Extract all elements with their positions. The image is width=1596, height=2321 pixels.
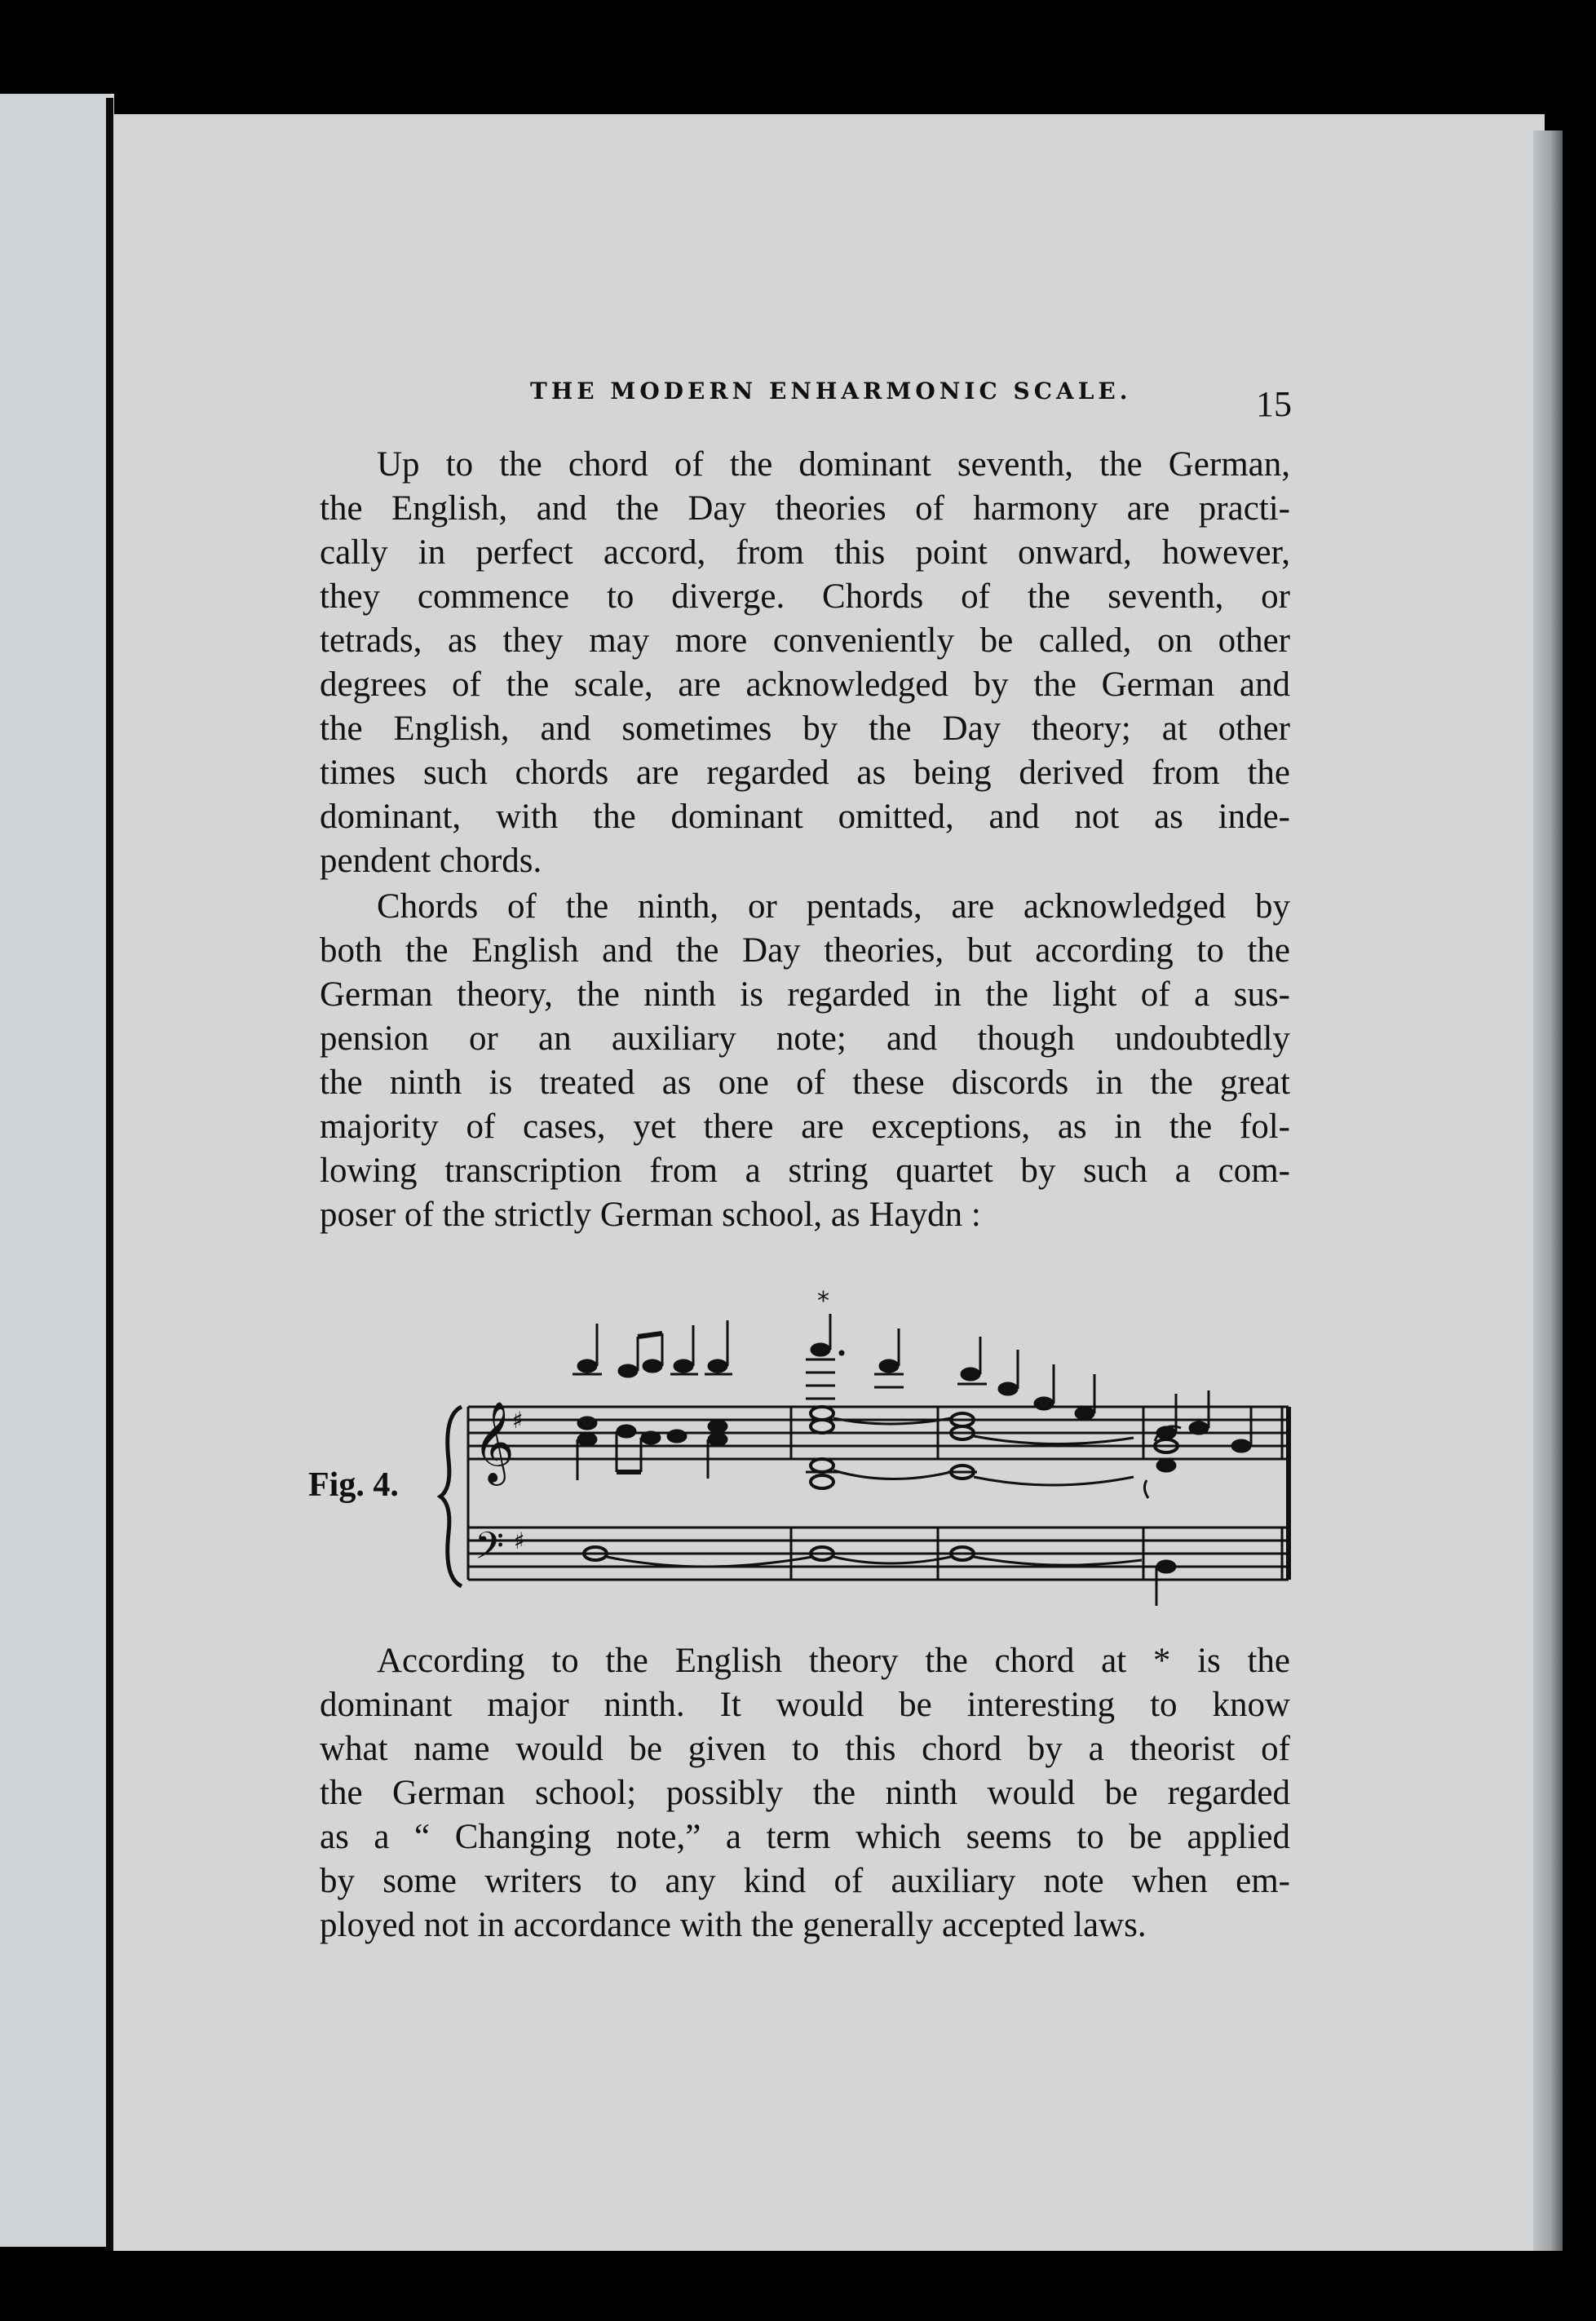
text-line: by some writers to any kind of auxiliary note when em- [320, 1862, 1290, 1900]
bass-clef-icon: 𝄢 [475, 1524, 505, 1577]
measure-1-notes [573, 1320, 732, 1480]
music-notation-figure [432, 1284, 1297, 1611]
text-line: According to the English theory the chord at * is the [377, 1642, 1290, 1680]
text-line: as a “ Changing note,” a term which seems to be applied [320, 1818, 1290, 1856]
text-line: they commence to diverge. Chords of the seventh, or [320, 577, 1290, 616]
text-line: the German school; possibly the ninth would be regarded [320, 1774, 1290, 1812]
text-line: the English, and the Day theories of harmony are practi- [320, 489, 1290, 528]
page-number: 15 [1256, 384, 1292, 424]
text-line: the English, and sometimes by the Day theory; at other [320, 710, 1290, 748]
text-line: lowing transcription from a string quartet by such a com- [320, 1152, 1290, 1190]
measure-2-notes [806, 1314, 951, 1488]
figure-label: Fig. 4. [308, 1466, 399, 1504]
paragraph-3 [320, 1639, 1290, 1947]
text-line: tetrads, as they may more conveniently be called, on other [320, 621, 1290, 660]
text-line: poser of the strictly German school, as Haydn : [320, 1196, 981, 1234]
treble-clef-icon: 𝄞 [473, 1401, 515, 1483]
text-line: times such chords are regarded as being derived from the [320, 754, 1290, 792]
page-edge [1533, 130, 1563, 2251]
paragraph-2 [320, 885, 1290, 1237]
paragraph-1 [320, 443, 1290, 883]
text-line: German theory, the ninth is regarded in the light of a sus- [320, 975, 1290, 1014]
running-title: THE MODERN ENHARMONIC SCALE. [530, 378, 1132, 405]
key-sharp-treble: ♯ [512, 1407, 524, 1434]
book-gutter [106, 98, 113, 2251]
text-line: Chords of the ninth, or pentads, are acknowledged by [377, 887, 1290, 926]
text-line: Up to the chord of the dominant seventh, the German, [377, 445, 1290, 484]
text-line: dominant major ninth. It would be interesting to know [320, 1686, 1290, 1724]
text-line: pension or an auxiliary note; and though undoubtedly [320, 1019, 1290, 1058]
text-line: pendent chords. [320, 842, 542, 880]
facing-page-strip [0, 94, 114, 2247]
text-line: majority of cases, yet there are exceptions, as in the fol- [320, 1107, 1290, 1146]
text-line: dominant, with the dominant omitted, and not as inde- [320, 798, 1290, 836]
text-line: what name would be given to this chord by a theorist of [320, 1730, 1290, 1768]
text-line: the ninth is treated as one of these discords in the great [320, 1063, 1290, 1102]
key-sharp-bass: ♯ [514, 1527, 525, 1554]
text-line: cally in perfect accord, from this point onward, however, [320, 533, 1290, 572]
chord-marker: * [817, 1287, 829, 1315]
text-line: degrees of the scale, are acknowledged by the German and [320, 665, 1290, 704]
text-line: both the English and the Day theories, but according to the [320, 931, 1290, 970]
bass-notes [584, 1547, 1176, 1606]
text-line: ployed not in accordance with the generally accepted laws. [320, 1906, 1147, 1944]
